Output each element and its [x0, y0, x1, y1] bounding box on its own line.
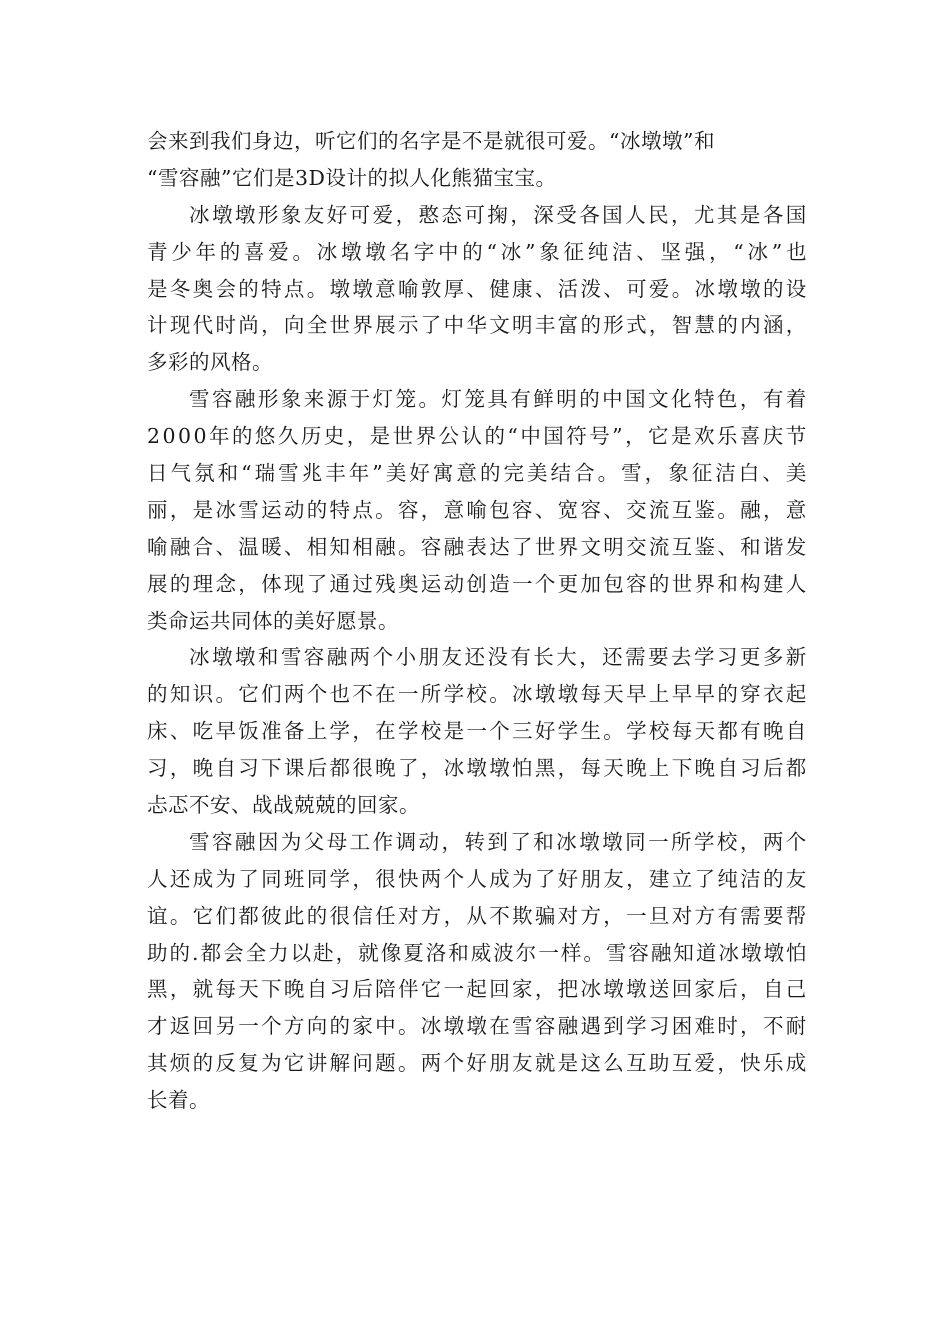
- text-line: 冰 墩 墩 和 雪 容 融 两 个 小 朋 友 还 没 有 长 大 ， 还 需 要 去 学 习 更 多 新: [189, 645, 807, 670]
- text-line: 丽 ， 是 冰 雪 运 动 的 特 点 。 容 ， 意 喻 包 容 、 宽 容 、 交 流 互 鉴 。 融 ， 意: [147, 497, 807, 522]
- text-line: 类命运共同体的美好愿景。: [147, 608, 399, 633]
- text-line: 助 的 . 都 会 全 力 以 赴 ， 就 像 夏 洛 和 威 波 尔 一 样 。 雪 容 融 知 道 冰 墩 墩 怕: [147, 940, 807, 965]
- document-page: [147, 123, 807, 1119]
- text-line: 多彩的风格。: [147, 350, 273, 375]
- text-line: 会来到我们身边，听它们的名字是不是就很可爱。“冰墩墩”和: [147, 129, 715, 153]
- text-line: 青 少 年 的 喜 爱 。 冰 墩 墩 名 字 中 的 “ 冰 ” 象 征 纯 洁 、 坚 强 ， “ 冰 ” 也: [147, 239, 807, 264]
- text-line: 长着。: [147, 1088, 210, 1113]
- text-line: 雪 容 融 因 为 父 母 工 作 调 动 ， 转 到 了 和 冰 墩 墩 同 一 所 学 校 ， 两 个: [189, 829, 807, 854]
- text-line: 其 烦 的 反 复 为 它 讲 解 问 题 。 两 个 好 朋 友 就 是 这 么 互 助 互 爱 ， 快 乐 成: [147, 1051, 807, 1076]
- text-line: 展 的 理 念 ， 体 现 了 通 过 残 奥 运 动 创 造 一 个 更 加 包 容 的 世 界 和 构 建 人: [147, 571, 807, 596]
- text-line: 床 、 吃 早 饭 准 备 上 学 ， 在 学 校 是 一 个 三 好 学 生 。 学 校 每 天 都 有 晚 自: [147, 719, 807, 744]
- text-line: 冰 墩 墩 形 象 友 好 可 爱 ， 憨 态 可 掬 ， 深 受 各 国 人 民 ， 尤 其 是 各 国: [189, 202, 807, 227]
- text-line: 日 气 氛 和 “ 瑞 雪 兆 丰 年 ” 美 好 寓 意 的 完 美 结 合 。 雪 ， 象 征 洁 白 、 美: [147, 461, 807, 486]
- text-line: 谊 。 它 们 都 彼 此 的 很 信 任 对 方 ， 从 不 欺 骗 对 方 ， 一 旦 对 方 有 需 要 帮: [147, 903, 807, 928]
- text-line: 2 0 0 0 年 的 悠 久 历 史 ， 是 世 界 公 认 的 “ 中 国 符 号 ” ， 它 是 欢 乐 喜 庆 节: [147, 424, 807, 449]
- text-line: 计 现 代 时 尚 ， 向 全 世 界 展 示 了 中 华 文 明 丰 富 的 形 式 ， 智 慧 的 内 涵 ，: [147, 313, 807, 338]
- text-line: 人 还 成 为 了 同 班 同 学 ， 很 快 两 个 人 成 为 了 好 朋 友 ， 建 立 了 纯 洁 的 友: [147, 866, 807, 891]
- text-line: 雪 容 融 形 象 来 源 于 灯 笼 。 灯 笼 具 有 鲜 明 的 中 国 文 化 特 色 ， 有 着: [189, 387, 807, 412]
- text-line: 才 返 回 另 一 个 方 向 的 家 中 。 冰 墩 墩 在 雪 容 融 遇 到 学 习 困 难 时 ， 不 耐: [147, 1014, 807, 1039]
- text-line: 的 知 识 。 它 们 两 个 也 不 在 一 所 学 校 。 冰 墩 墩 每 天 早 上 早 早 的 穿 衣 起: [147, 682, 807, 707]
- text-line: 是 冬 奥 会 的 特 点 。 墩 墩 意 喻 敦 厚 、 健 康 、 活 泼 、 可 爱 。 冰 墩 墩 的 设: [147, 276, 807, 301]
- text-line: 忐忑不安、战战兢兢的回家。: [147, 793, 420, 818]
- text-line: 黑 ， 就 每 天 下 晚 自 习 后 陪 伴 它 一 起 回 家 ， 把 冰 墩 墩 送 回 家 后 ， 自 己: [147, 977, 807, 1002]
- text-line: 习 ， 晚 自 习 下 课 后 都 很 晚 了 ， 冰 墩 墩 怕 黑 ， 每 天 晚 上 下 晚 自 习 后 都: [147, 756, 807, 781]
- text-line: 喻 融 合 、 温 暖 、 相 知 相 融 。 容 融 表 达 了 世 界 文 明 交 流 互 鉴 、 和 谐 发: [147, 534, 807, 559]
- text-line: “雪容融”它们是3D设计的拟人化熊猫宝宝。: [147, 165, 557, 190]
